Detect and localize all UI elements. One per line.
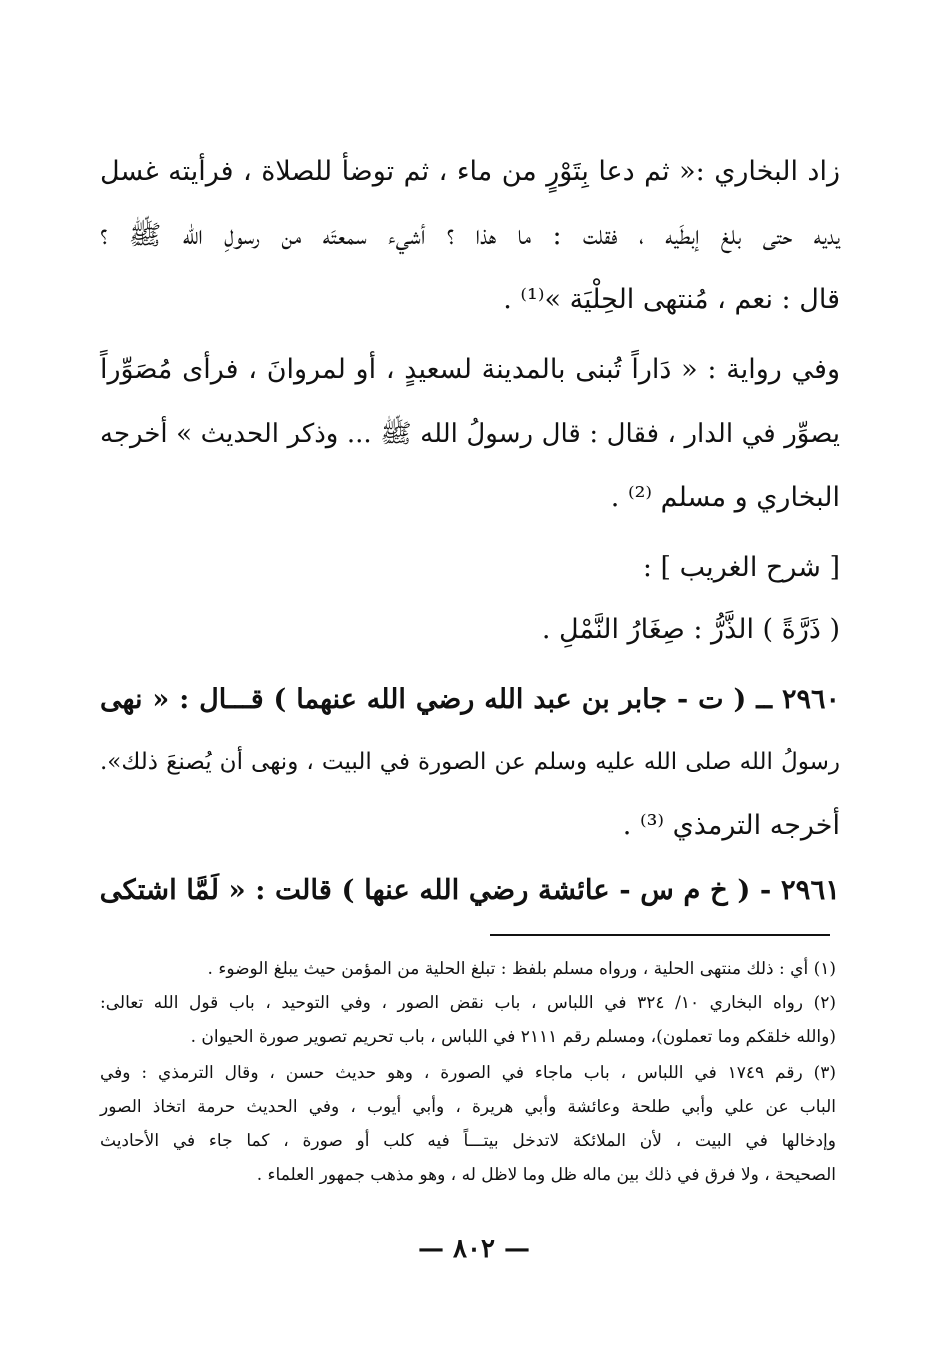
footnote-3-line-2: الباب عن علي وأبي طلحة وعائشة وأبي هريرة ، وأبي أيوب ، وفي الحديث حرمة اتخاذ الصور <box>100 1097 836 1117</box>
footnote-2-line-1: (٢) رواه البخاري ١٠/ ٣٢٤ في اللباس ، باب نقض الصور ، وفي التوحيد ، باب قول الله تعالى: <box>100 993 836 1013</box>
body-line-2: يديه حتى بلغ إبطَيه ، فقلت : ما هذا ؟ أشيء سمعتَه من رسولِ الله ﷺ ؟ <box>100 220 840 251</box>
body-line-3: قال : نعم ، مُنتهى الحِلْيَة »⁽¹⁾ . <box>503 284 840 315</box>
body-line-8: ( ذَرَّةً ) الذَّرُّ : صِغَارُ النَّمْلِ . <box>541 614 840 645</box>
body-line-5: يصوِّر في الدار ، فقال : قال رسولُ الله ﷺ ... وذكر الحديث » أخرجه <box>100 419 840 449</box>
footnote-divider <box>490 934 830 936</box>
body-line-6: البخاري و مسلم ⁽²⁾ . <box>610 482 840 513</box>
footnote-2-line-2: (والله خلقكم وما تعملون)، ومسلم رقم ٢١١١ في اللباس ، باب تحريم تصوير صورة الحيوان . <box>190 1027 836 1047</box>
body-line-10: رسولُ الله صلى الله عليه وسلم عن الصورة في البيت ، ونهى أن يُصنعَ ذلك». <box>100 749 840 775</box>
section-heading-gharib: [ شرح الغريب ] : <box>642 552 840 583</box>
footnote-3-line-3: وإدخالها في البيت ، لأن الملائكة لاتدخل بيتـــاً فيه كلب أو صورة ، كما جاء في الأحاديث <box>100 1131 836 1151</box>
footnote-3-line-1: (٣) رقم ١٧٤٩ في اللباس ، باب ماجاء في الصورة ، وهو حديث حسن ، وقال الترمذي : وفي <box>100 1063 837 1083</box>
body-line-11: أخرجه الترمذي ⁽³⁾ . <box>622 810 840 841</box>
page-number: — ٨٠٢ — <box>417 1234 531 1264</box>
body-line-1: زاد البخاري :« ثم دعا بِتَوْرٍ من ماء ، ثم توضأ للصلاة ، فرأيته غسل <box>100 156 840 187</box>
hadith-2960-heading: ٢٩٦٠ ــ ( ت - جابر بن عبد الله رضي الله عنهما ) قـــال : « نهى <box>100 684 840 715</box>
body-line-4: وفي رواية : « دَاراً تُبنى بالمدينة لسعيدٍ ، أو لمروانَ ، فرأى مُصَوِّراً <box>100 354 840 385</box>
hadith-2961-heading: ٢٩٦١ - ( خ م س - عائشة رضي الله عنها ) قالت : « لَمَّا اشتكى <box>99 874 840 906</box>
footnote-3-line-4: الصحيحة ، ولا فرق في ذلك بين ماله ظل وما لاظل له ، وهو مذهب جمهور العلماء . <box>256 1165 836 1185</box>
footnote-1: (١) أي : ذلك منتهى الحلية ، ورواه مسلم بلفظ : تبلغ الحلية من المؤمن حيث يبلغ الوضوء . <box>207 959 836 979</box>
